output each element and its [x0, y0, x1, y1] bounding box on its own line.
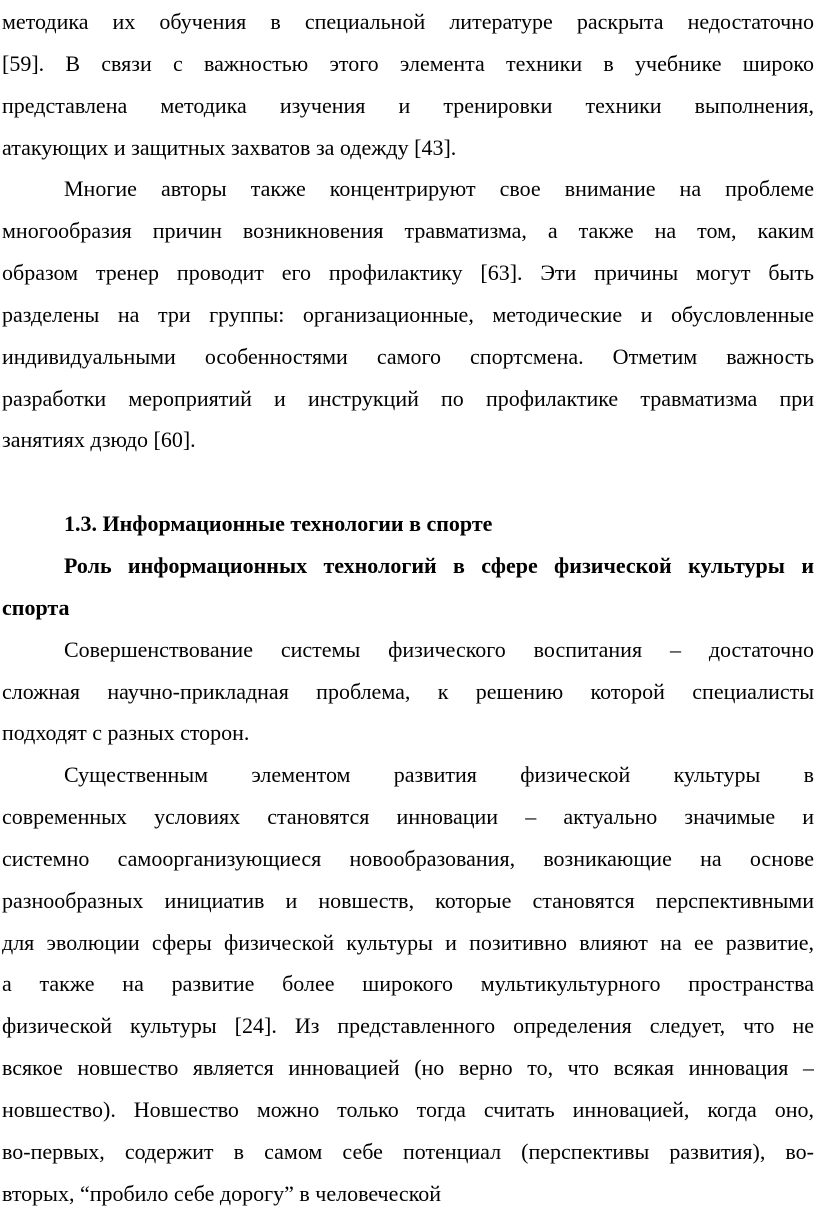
paragraph-innovation: [2, 754, 814, 1214]
text-line: методика их обучения в специальной литературе раскрыта недостаточно: [2, 9, 814, 34]
text-line: во-первых, содержит в самом себе потенциал (перспективы развития), во-: [2, 1138, 814, 1164]
text-line: индивидуальными особенностями самого спортсмена. Отметим важность: [2, 343, 814, 369]
text-line: современных условиях становятся инновации – актуально значимые и: [2, 804, 814, 830]
text-line: системно самоорганизующиеся новообразования, возникающие на основе: [2, 845, 814, 871]
text-line: разделены на три группы: организационные, методические и обусловленные: [2, 301, 814, 327]
text-line: вторых, “пробило себе дорогу” в человеческой: [2, 1180, 442, 1206]
subheading-line: спорта: [2, 594, 70, 620]
text-line: всякое новшество является инновацией (но верно то, что всякая инновация –: [2, 1055, 814, 1081]
text-line: Существенным элементом развития физической культуры в: [64, 762, 814, 788]
paragraph-improvement: [2, 629, 814, 755]
text-line: новшество). Новшество можно только тогда считать инновацией, когда оно,: [2, 1096, 814, 1122]
section-heading: 1.3. Информационные технологии в спорте: [64, 511, 493, 537]
subheading-line: Роль информационных технологий в сфере физической культуры и: [64, 552, 814, 578]
text-line: сложная научно-прикладная проблема, к решению которой специалисты: [2, 678, 814, 704]
text-line: Совершенствование системы физического воспитания – достаточно: [64, 636, 814, 662]
text-line: для эволюции сферы физической культуры и позитивно влияют на ее развитие,: [2, 929, 814, 955]
text-line: занятиях дзюдо [60].: [2, 427, 196, 453]
document-body: [2, 1, 814, 1214]
text-line: подходят с разных сторон.: [2, 720, 250, 746]
text-line: атакующих и защитных захватов за одежду [43].: [2, 134, 457, 160]
text-line: образом тренер проводит его профилактику [63]. Эти причины могут быть: [2, 260, 814, 286]
subheading: [2, 545, 814, 629]
blank-line: [2, 461, 814, 503]
text-line: [59]. В связи с важностью этого элемента техники в учебнике широко: [2, 50, 814, 76]
paragraph-traumatism: [2, 168, 814, 461]
text-line: разработки мероприятий и инструкций по профилактике травматизма при: [2, 385, 814, 411]
text-line: разнообразных инициатив и новшеств, которые становятся перспективными: [2, 887, 814, 913]
text-line: физической культуры [24]. Из представленного определения следует, что не: [2, 1013, 814, 1039]
paragraph-continued: [2, 1, 814, 168]
text-line: многообразия причин возникновения травматизма, а также на том, каким: [2, 218, 814, 244]
text-line: представлена методика изучения и тренировки техники выполнения,: [2, 92, 814, 118]
text-line: а также на развитие более широкого мультикультурного пространства: [2, 971, 814, 997]
text-line: Многие авторы также концентрируют свое внимание на проблеме: [64, 176, 814, 202]
